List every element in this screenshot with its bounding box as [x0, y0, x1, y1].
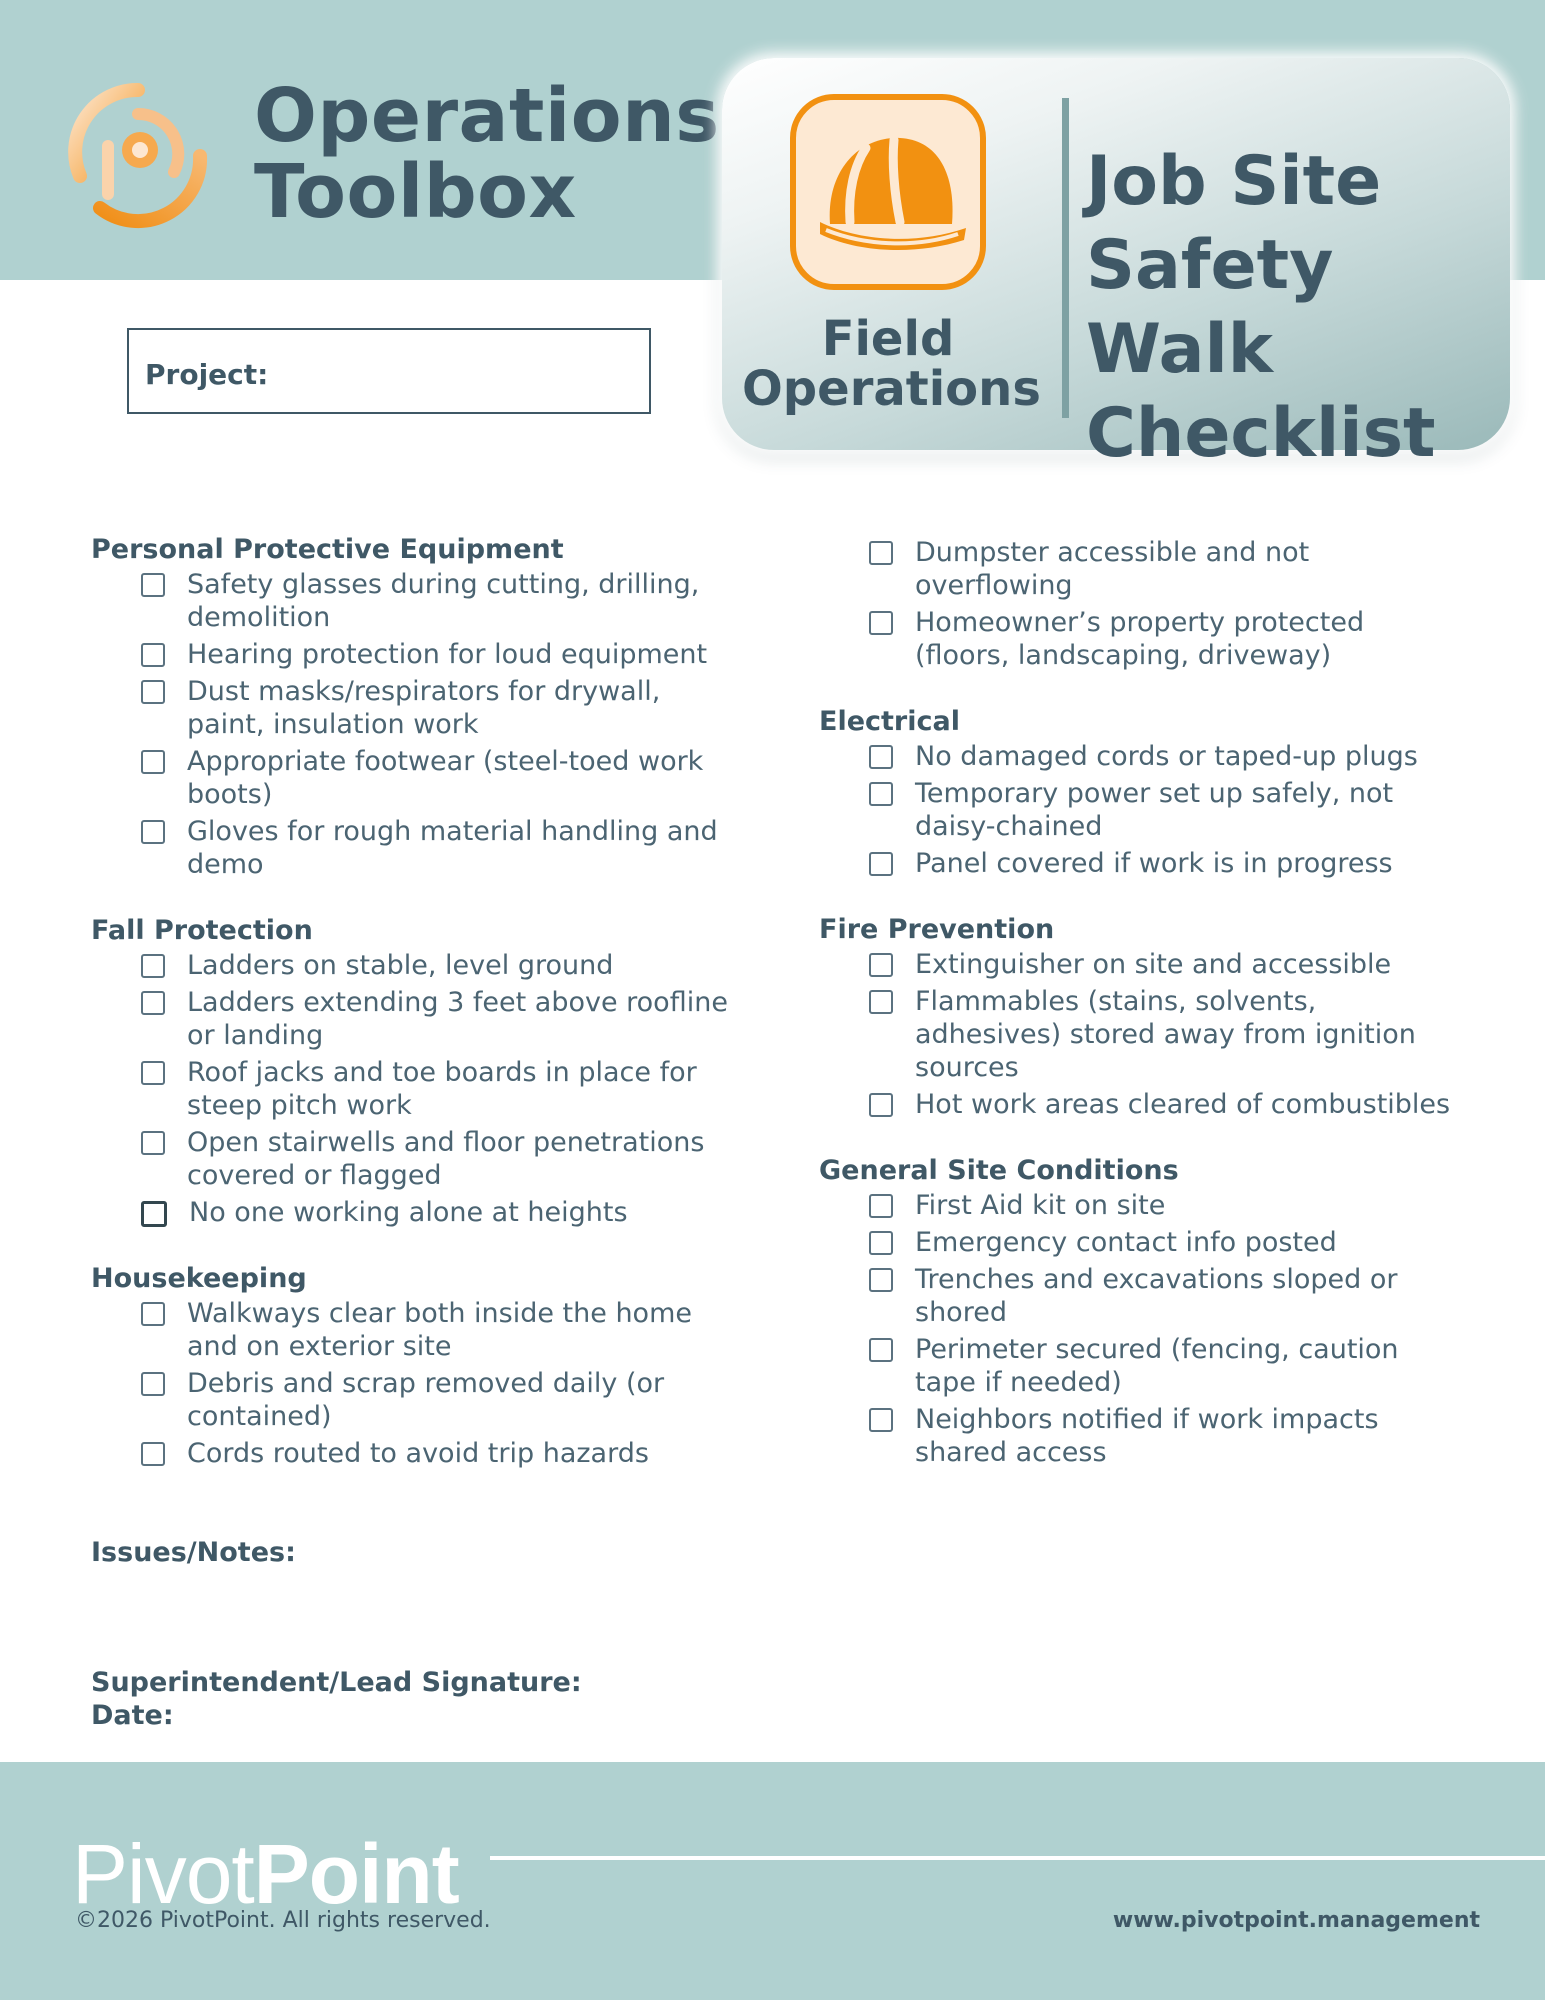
checkbox[interactable] [869, 953, 893, 977]
checklist-right-column [819, 536, 1459, 1501]
checklist-item[interactable] [869, 1263, 1459, 1333]
badge-label-line2: Operations [742, 361, 1041, 417]
checklist-item[interactable] [869, 1189, 1459, 1226]
checkbox[interactable] [869, 1408, 893, 1432]
section-title: Fire Prevention [819, 914, 1055, 945]
checklist-item[interactable] [141, 1056, 731, 1126]
checklist-item[interactable] [869, 1333, 1459, 1403]
checklist-item-label: Walkways clear both inside the home and on exterior site [187, 1298, 692, 1362]
section-title: Personal Protective Equipment [91, 534, 564, 565]
checklist-section [819, 1153, 1459, 1473]
checklist-item[interactable] [869, 1088, 1459, 1125]
checklist-item[interactable] [141, 949, 731, 986]
badge-label-line1: Field [821, 311, 955, 367]
checklist-item-label: Trenches and excavations sloped or shored [915, 1264, 1398, 1328]
checklist-item[interactable] [141, 745, 731, 815]
checklist-item-label: Cords routed to avoid trip hazards [187, 1438, 649, 1469]
page-title [1086, 140, 1510, 476]
checkbox[interactable] [141, 954, 165, 978]
brand-part2: Point [253, 1827, 459, 1921]
checkbox[interactable] [869, 611, 893, 635]
checkbox[interactable] [141, 991, 165, 1015]
checkbox[interactable] [141, 820, 165, 844]
toolbox-title [254, 73, 720, 235]
checkbox[interactable] [869, 1231, 893, 1255]
brand-part1: Pivot [72, 1827, 254, 1921]
checkbox[interactable] [141, 750, 165, 774]
checklist-item[interactable] [141, 1437, 731, 1474]
section-title: Electrical [819, 706, 960, 737]
toolbox-title-line2: Toolbox [254, 149, 577, 235]
page-title-line3: Checklist [1086, 394, 1436, 473]
notes-label: Issues/Notes: [91, 1537, 296, 1568]
checkbox[interactable] [869, 541, 893, 565]
checklist-item[interactable] [141, 1126, 731, 1196]
checklist-item[interactable] [869, 948, 1459, 985]
checklist-item-label: Hearing protection for loud equipment [187, 639, 708, 670]
checkbox[interactable] [141, 1442, 165, 1466]
checklist-item[interactable] [869, 985, 1459, 1088]
page-title-line2: Safety Walk [1086, 226, 1334, 389]
checkbox[interactable] [141, 1131, 165, 1155]
checklist-section [91, 1261, 731, 1474]
signature-label: Superintendent/Lead Signature: [91, 1667, 582, 1698]
project-label: Project: [145, 358, 269, 391]
checklist-item[interactable] [869, 606, 1459, 676]
section-title: Housekeeping [91, 1263, 307, 1294]
checklist-item[interactable] [869, 740, 1459, 777]
checklist-item-label: Temporary power set up safely, not daisy-chained [915, 778, 1394, 842]
checklist-item[interactable] [869, 847, 1459, 884]
badge-label [742, 311, 1041, 417]
checklist-item[interactable] [141, 1367, 731, 1437]
checkbox[interactable] [141, 1201, 167, 1227]
checklist-item-label: Neighbors notified if work impacts shared access [915, 1404, 1379, 1468]
website-link[interactable]: www.pivotpoint.management [1112, 1908, 1480, 1933]
checklist-item-label: Emergency contact info posted [915, 1227, 1337, 1258]
checklist-item-label: No one working alone at heights [189, 1197, 628, 1228]
checklist-item-label: Dust masks/respirators for drywall, paint, insulation work [187, 676, 661, 740]
checklist-item[interactable] [869, 536, 1459, 606]
checkbox[interactable] [141, 1061, 165, 1085]
footer-divider [490, 1856, 1545, 1860]
checklist-item[interactable] [869, 777, 1459, 847]
checkbox[interactable] [141, 643, 165, 667]
checklist-item-label: Gloves for rough material handling and demo [187, 816, 718, 880]
checklist-section [91, 913, 731, 1233]
checklist-item[interactable] [869, 1403, 1459, 1473]
checkbox[interactable] [141, 680, 165, 704]
checkbox[interactable] [869, 990, 893, 1014]
checklist-item[interactable] [141, 1196, 731, 1233]
checkbox[interactable] [869, 1093, 893, 1117]
checklist-item-label: Perimeter secured (fencing, caution tape if needed) [915, 1334, 1399, 1398]
checklist-item-label: Debris and scrap removed daily (or contained) [187, 1368, 665, 1432]
checkbox[interactable] [869, 782, 893, 806]
checklist-item[interactable] [869, 1226, 1459, 1263]
checklist-item-label: Extinguisher on site and accessible [915, 949, 1392, 980]
checklist-section [91, 532, 731, 885]
checklist-item-label: Ladders extending 3 feet above roofline or landing [187, 987, 728, 1051]
checklist-item[interactable] [141, 1297, 731, 1367]
checklist-item[interactable] [141, 986, 731, 1056]
checklist-item-label: Appropriate footwear (steel-toed work boots) [187, 746, 704, 810]
checkbox[interactable] [141, 1372, 165, 1396]
checklist-item[interactable] [141, 638, 731, 675]
checkbox[interactable] [141, 1302, 165, 1326]
section-title: General Site Conditions [819, 1155, 1179, 1186]
checklist-left-column [91, 532, 731, 1502]
checkbox[interactable] [869, 1194, 893, 1218]
checklist-item-label: Open stairwells and floor penetrations covered or flagged [187, 1127, 705, 1191]
checklist-item-label: Hot work areas cleared of combustibles [915, 1089, 1451, 1120]
pivotpoint-logo-icon [62, 76, 220, 234]
checkbox[interactable] [141, 573, 165, 597]
checkbox[interactable] [869, 1338, 893, 1362]
checklist-item-label: Panel covered if work is in progress [915, 848, 1393, 879]
footer [0, 1762, 1545, 2000]
section-title: Fall Protection [91, 915, 313, 946]
checklist-item-label: Homeowner’s property protected (floors, landscaping, driveway) [915, 607, 1365, 671]
checklist-item-label: First Aid kit on site [915, 1190, 1166, 1221]
checklist-section [819, 912, 1459, 1125]
copyright: ©2026 PivotPoint. All rights reserved. [75, 1908, 491, 1933]
hard-hat-icon [790, 94, 986, 290]
checklist-item-label: Safety glasses during cutting, drilling, demolition [187, 569, 700, 633]
checklist-item[interactable] [141, 675, 731, 745]
badge-divider [1062, 98, 1069, 418]
checklist-item-label: Dumpster accessible and not overflowing [915, 537, 1310, 601]
date-label: Date: [91, 1700, 174, 1731]
toolbox-title-line1: Operations [254, 73, 720, 159]
checkbox[interactable] [869, 852, 893, 876]
checklist-item-label: No damaged cords or taped-up plugs [915, 741, 1418, 772]
checklist-item-label: Ladders on stable, level ground [187, 950, 614, 981]
checklist-section [819, 536, 1459, 676]
checklist-item[interactable] [141, 815, 731, 885]
checkbox[interactable] [869, 1268, 893, 1292]
field-operations-badge [722, 58, 1510, 473]
project-field[interactable] [127, 328, 651, 414]
checklist-section [819, 704, 1459, 884]
page-title-line1: Job Site [1086, 142, 1382, 221]
checklist-item[interactable] [141, 568, 731, 638]
checklist-item-label: Roof jacks and toe boards in place for steep pitch work [187, 1057, 697, 1121]
checklist-item-label: Flammables (stains, solvents, adhesives) stored away from ignition sources [915, 986, 1416, 1083]
checkbox[interactable] [869, 745, 893, 769]
